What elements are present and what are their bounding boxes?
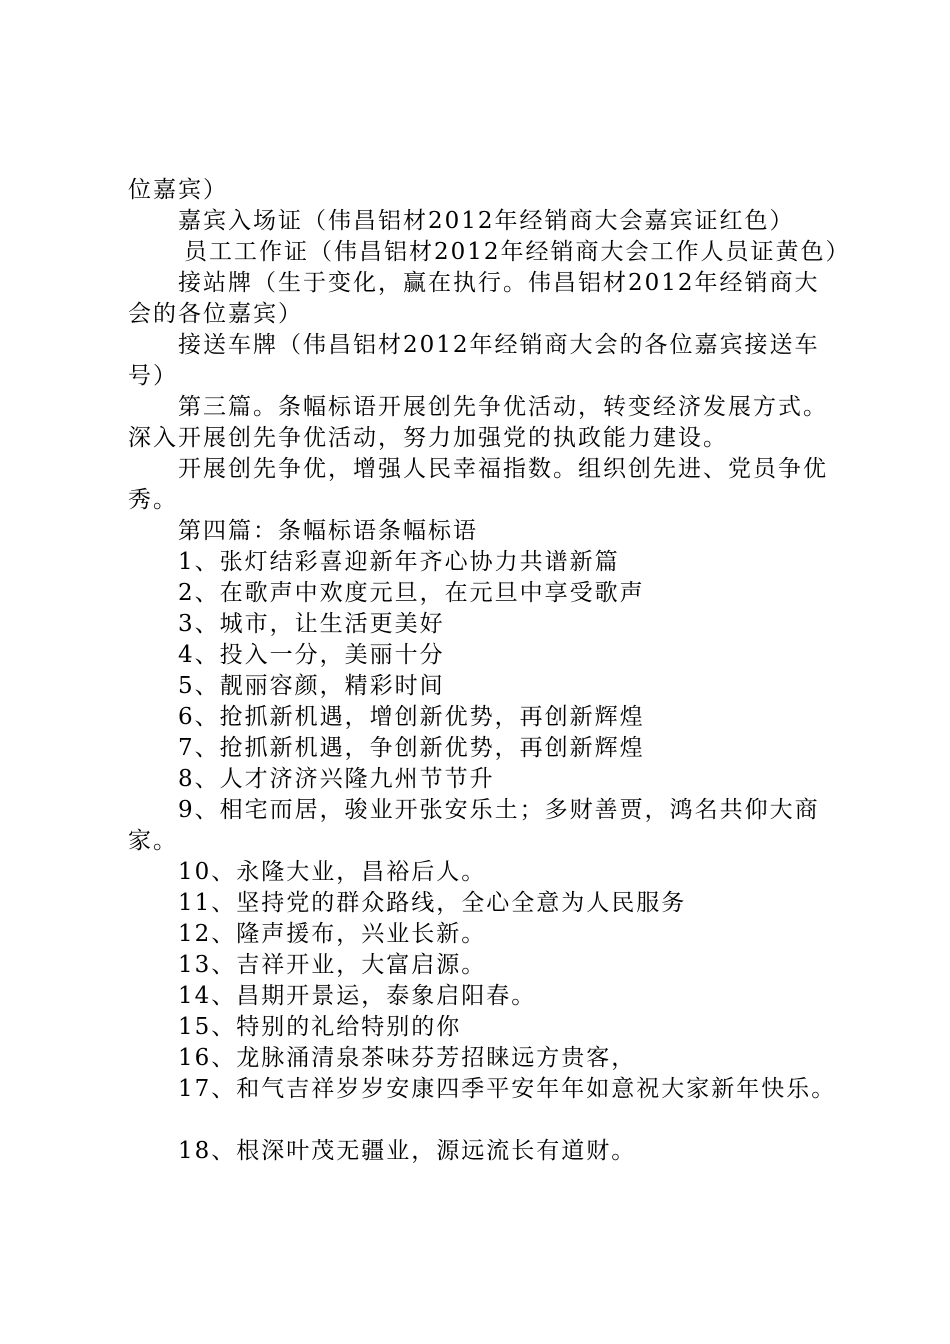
- paragraph-shuttle-sign: 接送车牌（伟昌铝材2012年经销商大会的各位嘉宾接送车号）: [128, 332, 820, 389]
- list-item: 7、抢抓新机遇，争创新优势，再创新辉煌: [178, 735, 645, 761]
- paragraph-continuation: 位嘉宾）: [128, 177, 228, 203]
- blank-line: [128, 1105, 840, 1136]
- list-item: 10、永隆大业，昌裕后人。: [178, 859, 487, 885]
- list-item: 5、靓丽容颜，精彩时间: [178, 673, 445, 699]
- list-item: 6、抢抓新机遇，增创新优势，再创新辉煌: [178, 704, 645, 730]
- list-item: 4、投入一分，美丽十分: [178, 642, 445, 668]
- paragraph-happiness-index: 开展创先争优，增强人民幸福指数。组织创先进、党员争优秀。: [128, 456, 828, 513]
- paragraph-pickup-sign: 接站牌（生于变化，赢在执行。伟昌铝材2012年经销商大会的各位嘉宾）: [128, 270, 820, 327]
- list-item: 18、根深叶茂无疆业，源远流长有道财。: [178, 1138, 637, 1164]
- list-item: 11、坚持党的群众路线，全心全意为人民服务: [178, 890, 687, 916]
- list-item: 8、人才济济兴隆九州节节升: [178, 766, 495, 792]
- paragraph-guest-pass: 嘉宾入场证（伟昌铝材2012年经销商大会嘉宾证红色）: [178, 208, 795, 234]
- list-item: 2、在歌声中欢度元旦，在元旦中享受歌声: [178, 580, 645, 606]
- list-item: 16、龙脉涌清泉茶味芬芳招睐远方贵客，: [178, 1045, 637, 1071]
- list-item: 12、隆声援布，兴业长新。: [178, 921, 487, 947]
- list-item: 13、吉祥开业，大富启源。: [178, 952, 487, 978]
- list-item: 3、城市，让生活更美好: [178, 611, 445, 637]
- list-item: 9、相宅而居，骏业开张安乐土；多财善贾，鸿名共仰大商家。: [128, 797, 820, 854]
- list-item: 17、和气吉祥岁岁安康四季平安年年如意祝大家新年快乐。: [178, 1076, 837, 1102]
- list-item: 1、张灯结彩喜迎新年齐心协力共谱新篇: [178, 549, 620, 575]
- paragraph-section-four: 第四篇：条幅标语条幅标语: [178, 518, 478, 544]
- paragraph-section-three: 第三篇。条幅标语开展创先争优活动，转变经济发展方式。深入开展创先争优活动，努力加强党的执政能力建设。: [128, 394, 828, 451]
- list-item: 15、特别的礼给特别的你: [178, 1014, 462, 1040]
- list-item: 14、昌期开景运，泰象启阳春。: [178, 983, 537, 1009]
- paragraph-staff-pass: 员工工作证（伟昌铝材2012年经销商大会工作人员证黄色）: [184, 239, 851, 265]
- document-body: [128, 175, 851, 1167]
